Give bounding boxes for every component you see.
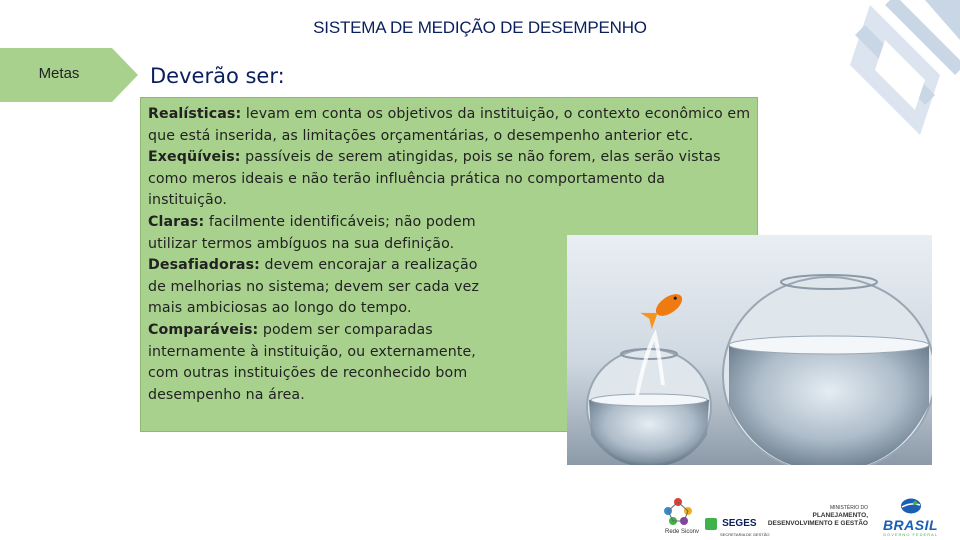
text-line: como meros ideais e não terão influência prática no comportamento da bbox=[148, 170, 666, 187]
metas-tab bbox=[0, 46, 158, 104]
brasil-logo bbox=[873, 498, 948, 537]
text-line: Exeqüíveis: passíveis de serem atingidas, pois se não forem, elas serão vistas bbox=[148, 149, 721, 166]
text-line: Desafiadoras: devem encorajar a realização bbox=[148, 257, 478, 274]
text-line: Realísticas: levam em conta os objetivos da instituição, o contexto econômico em bbox=[148, 106, 751, 122]
seges-icon bbox=[705, 518, 717, 530]
text-line: instituição. bbox=[148, 192, 227, 209]
seges-text: SEGES bbox=[722, 518, 757, 529]
metas-label: Metas bbox=[38, 65, 80, 82]
globe-icon bbox=[900, 498, 922, 514]
rede-siconv-icon bbox=[663, 497, 693, 525]
text-line: Comparáveis: podem ser comparadas bbox=[148, 321, 433, 338]
text-line: desempenho na área. bbox=[148, 386, 305, 403]
footer-logos bbox=[655, 495, 950, 540]
section-heading: Deverão ser: bbox=[150, 64, 285, 88]
brasil-subtext: GOVERNO FEDERAL bbox=[882, 532, 938, 537]
seges-subtext: SECRETARIA DE GESTÃO bbox=[720, 532, 770, 537]
text-line: Claras: facilmente identificáveis; não podem bbox=[148, 213, 476, 230]
rede-siconv-logo bbox=[663, 497, 703, 537]
corner-logo-icon bbox=[830, 0, 960, 140]
text-line: internamente à instituição, ou externamente, bbox=[148, 343, 476, 360]
text-line: que está inserida, as limitações orçamentárias, o desempenho anterior etc. bbox=[148, 127, 694, 144]
text-line: de melhorias no sistema; devem ser cada vez bbox=[148, 278, 480, 295]
rede-siconv-text: Rede Siconv bbox=[665, 529, 700, 535]
text-line: mais ambiciosas ao longo do tempo. bbox=[148, 300, 412, 317]
ministerio-logo: MINISTÉRIO DO PLANEJAMENTO, DESENVOLVIMENTO E GESTÃO bbox=[767, 505, 868, 527]
text-line: utilizar termos ambíguos na sua definição. bbox=[148, 235, 455, 252]
text-line: com outras instituições de reconhecido bom bbox=[148, 365, 468, 382]
fish-bowls-image bbox=[567, 235, 932, 465]
brasil-text: BRASIL bbox=[882, 517, 939, 533]
slide-title: SISTEMA DE MEDIÇÃO DE DESEMPENHO bbox=[313, 18, 647, 37]
